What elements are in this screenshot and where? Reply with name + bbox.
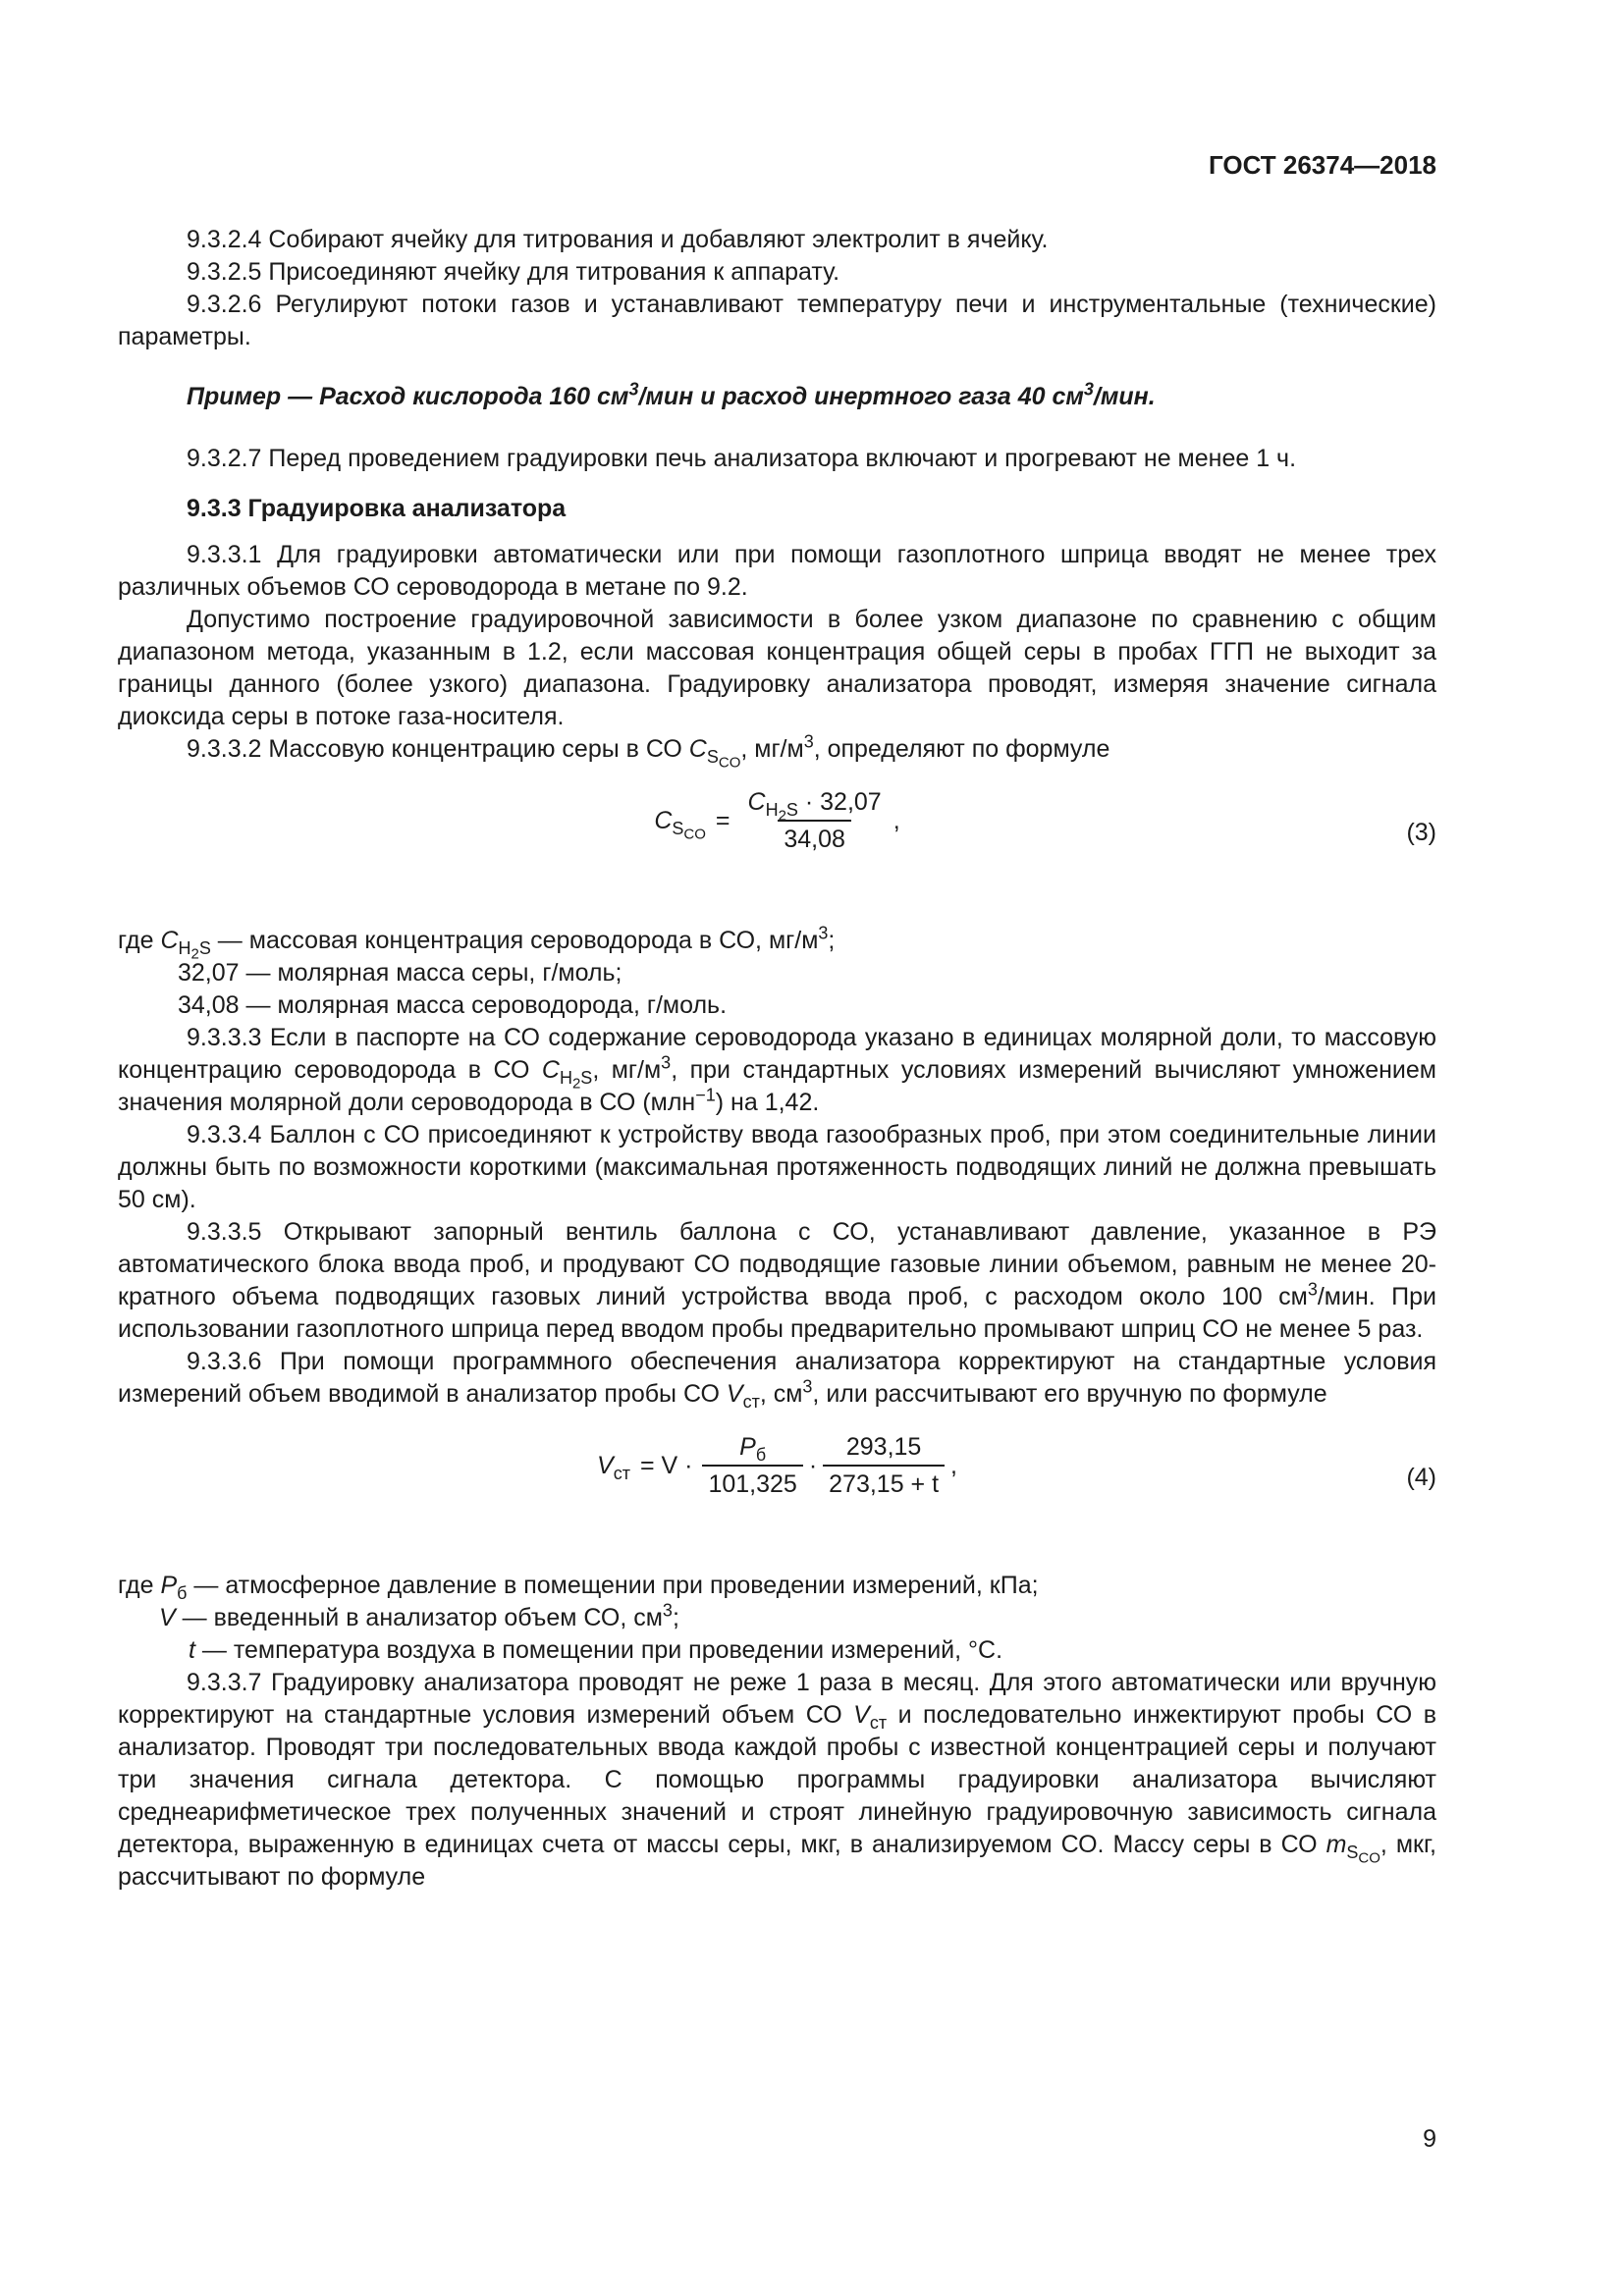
para-9-3-3-3: 9.3.3.3 Если в паспорте на СО содержание сероводорода указано в единицах молярной доли, то массовую концентрацию сероводорода в СО $C_{H_2S}$, $мг/м^3$, при стандартных условиях измерений вычисляют умножением значения молярной доли сероводорода в СО (млн$^{-1}$) на 1,42. <box>118 1024 1436 1116</box>
formula-3-number: (3) <box>1406 819 1436 846</box>
para-9-3-2-4: 9.3.2.4 Собирают ячейку для титрования и добавляют электролит в ячейку. <box>187 226 1049 253</box>
para-9-3-3-4: 9.3.3.4 Баллон с СО присоединяют к устройству ввода газообразных проб, при этом соединительные линии должны быть по возможности короткими (максимальная протяженность подводящих линий не должна превышать 50 см). <box>118 1121 1436 1213</box>
para-9-3-2-7: 9.3.2.7 Перед проведением градуировки печь анализатора включают и прогревают не менее 1 ч. <box>187 445 1297 472</box>
formula-4 <box>118 1432 1436 1554</box>
para-9-3-3-1: 9.3.3.1 Для градуировки автоматически или при помощи газоплотного шприца вводят не менее трех различных объемов СО сероводорода в метане по 9.2. <box>118 541 1436 601</box>
page-body <box>118 224 1436 1894</box>
example-note: Пример — Расход кислорода 160 $см^3$/мин и расход инертного газа 40 $см^3$/мин. <box>187 379 1156 410</box>
where-4-line-2: V — введенный в анализатор объем СО, $см^3$; <box>159 1600 679 1631</box>
para-9-3-3-2: 9.3.3.2 Массовую концентрацию серы в СО $C_{S_{CO}}$, $мг/м^3$, определяют по формуле <box>187 731 1110 772</box>
para-9-3-3-7: 9.3.3.7 Градуировку анализатора проводят не реже 1 раза в месяц. Для этого автоматически или вручную корректируют на стандартные условия измерений объем СО $V_{ст}$ и последовательно инжектируют пробы СО в анализатор. Проводят три последовательных ввода каждой пробы с известной концентрацией серы и получают три значения сигнала детектора. С помощью программы градуировки анализатора вычисляют среднеарифметическое трех полученных значений и строят линейную градуировочную зависимость сигнала детектора, выраженную в единицах счета от массы серы, мкг, в анализируемом СО. Массу серы в СО $m_{S_{CO}}$, мкг, рассчитывают по формуле <box>118 1669 1437 1891</box>
formula-3 <box>118 787 1436 907</box>
para-9-3-3-6: 9.3.3.6 При помощи программного обеспечения анализатора корректируют на стандартные условия измерений объем вводимой в анализатор пробы СО $V_{ст}$, $см^3$, или рассчитывают его вручную по формуле <box>118 1348 1436 1412</box>
where-3-line-1: где $C_{H_2S}$ — массовая концентрация сероводорода в СО, $мг/м^3$; <box>118 923 836 963</box>
page-number: 9 <box>1423 2125 1436 2153</box>
formula-3-expression: $C_{S_{CO}}$ = $\frac{C_{H_2S} \cdot 32,07}{34,08}$ , <box>654 788 900 853</box>
para-9-3-2-5: 9.3.2.5 Присоединяют ячейку для титрования к аппарату. <box>187 258 840 286</box>
para-allowed-range: Допустимо построение градуировочной зависимости в более узком диапазоне по сравнению с общим диапазоном метода, указанным в 1.2, если массовая концентрация общей серы в пробах ГГП не выходит за границы данного (более узкого) диапазона. Градуировку анализатора проводят, измеряя значение сигнала диоксида серы в потоке газа-носителя. <box>118 606 1436 730</box>
where-3-line-3: 34,08 — молярная масса сероводорода, г/моль. <box>178 991 728 1019</box>
section-heading-9-3-3: 9.3.3 Градуировка анализатора <box>187 495 567 522</box>
formula-4-number: (4) <box>1406 1464 1436 1491</box>
document-code: ГОСТ 26374—2018 <box>1209 150 1436 180</box>
where-3-line-2: 32,07 — молярная масса серы, г/моль; <box>178 959 622 987</box>
where-4-line-1: где $P_б$ — атмосферное давление в помещении при проведении измерений, кПа; <box>118 1572 1039 1603</box>
para-9-3-2-6: 9.3.2.6 Регулируют потоки газов и устанавливают температуру печи и инструментальные (технические) параметры. <box>118 291 1436 350</box>
para-9-3-3-5: 9.3.3.5 Открывают запорный вентиль баллона с СО, устанавливают давление, указанное в РЭ автоматического блока ввода проб, и продувают СО подводящие газовые линии объемом, равным не менее 20-кратного объема подводящих газовых линий устройства ввода проб, с расходом около 100 $см^3$/мин. При использовании газоплотного шприца перед вводом пробы предварительно промывают шприц СО не менее 5 раз. <box>118 1218 1436 1343</box>
formula-4-expression: $V_{ст}$ = V · $\frac{P_б}{101,325}$ · $\frac{293,15}{273,15 + t}$ , <box>597 1433 957 1498</box>
where-4-line-3: t — температура воздуха в помещении при проведении измерений, °С. <box>189 1636 1003 1664</box>
